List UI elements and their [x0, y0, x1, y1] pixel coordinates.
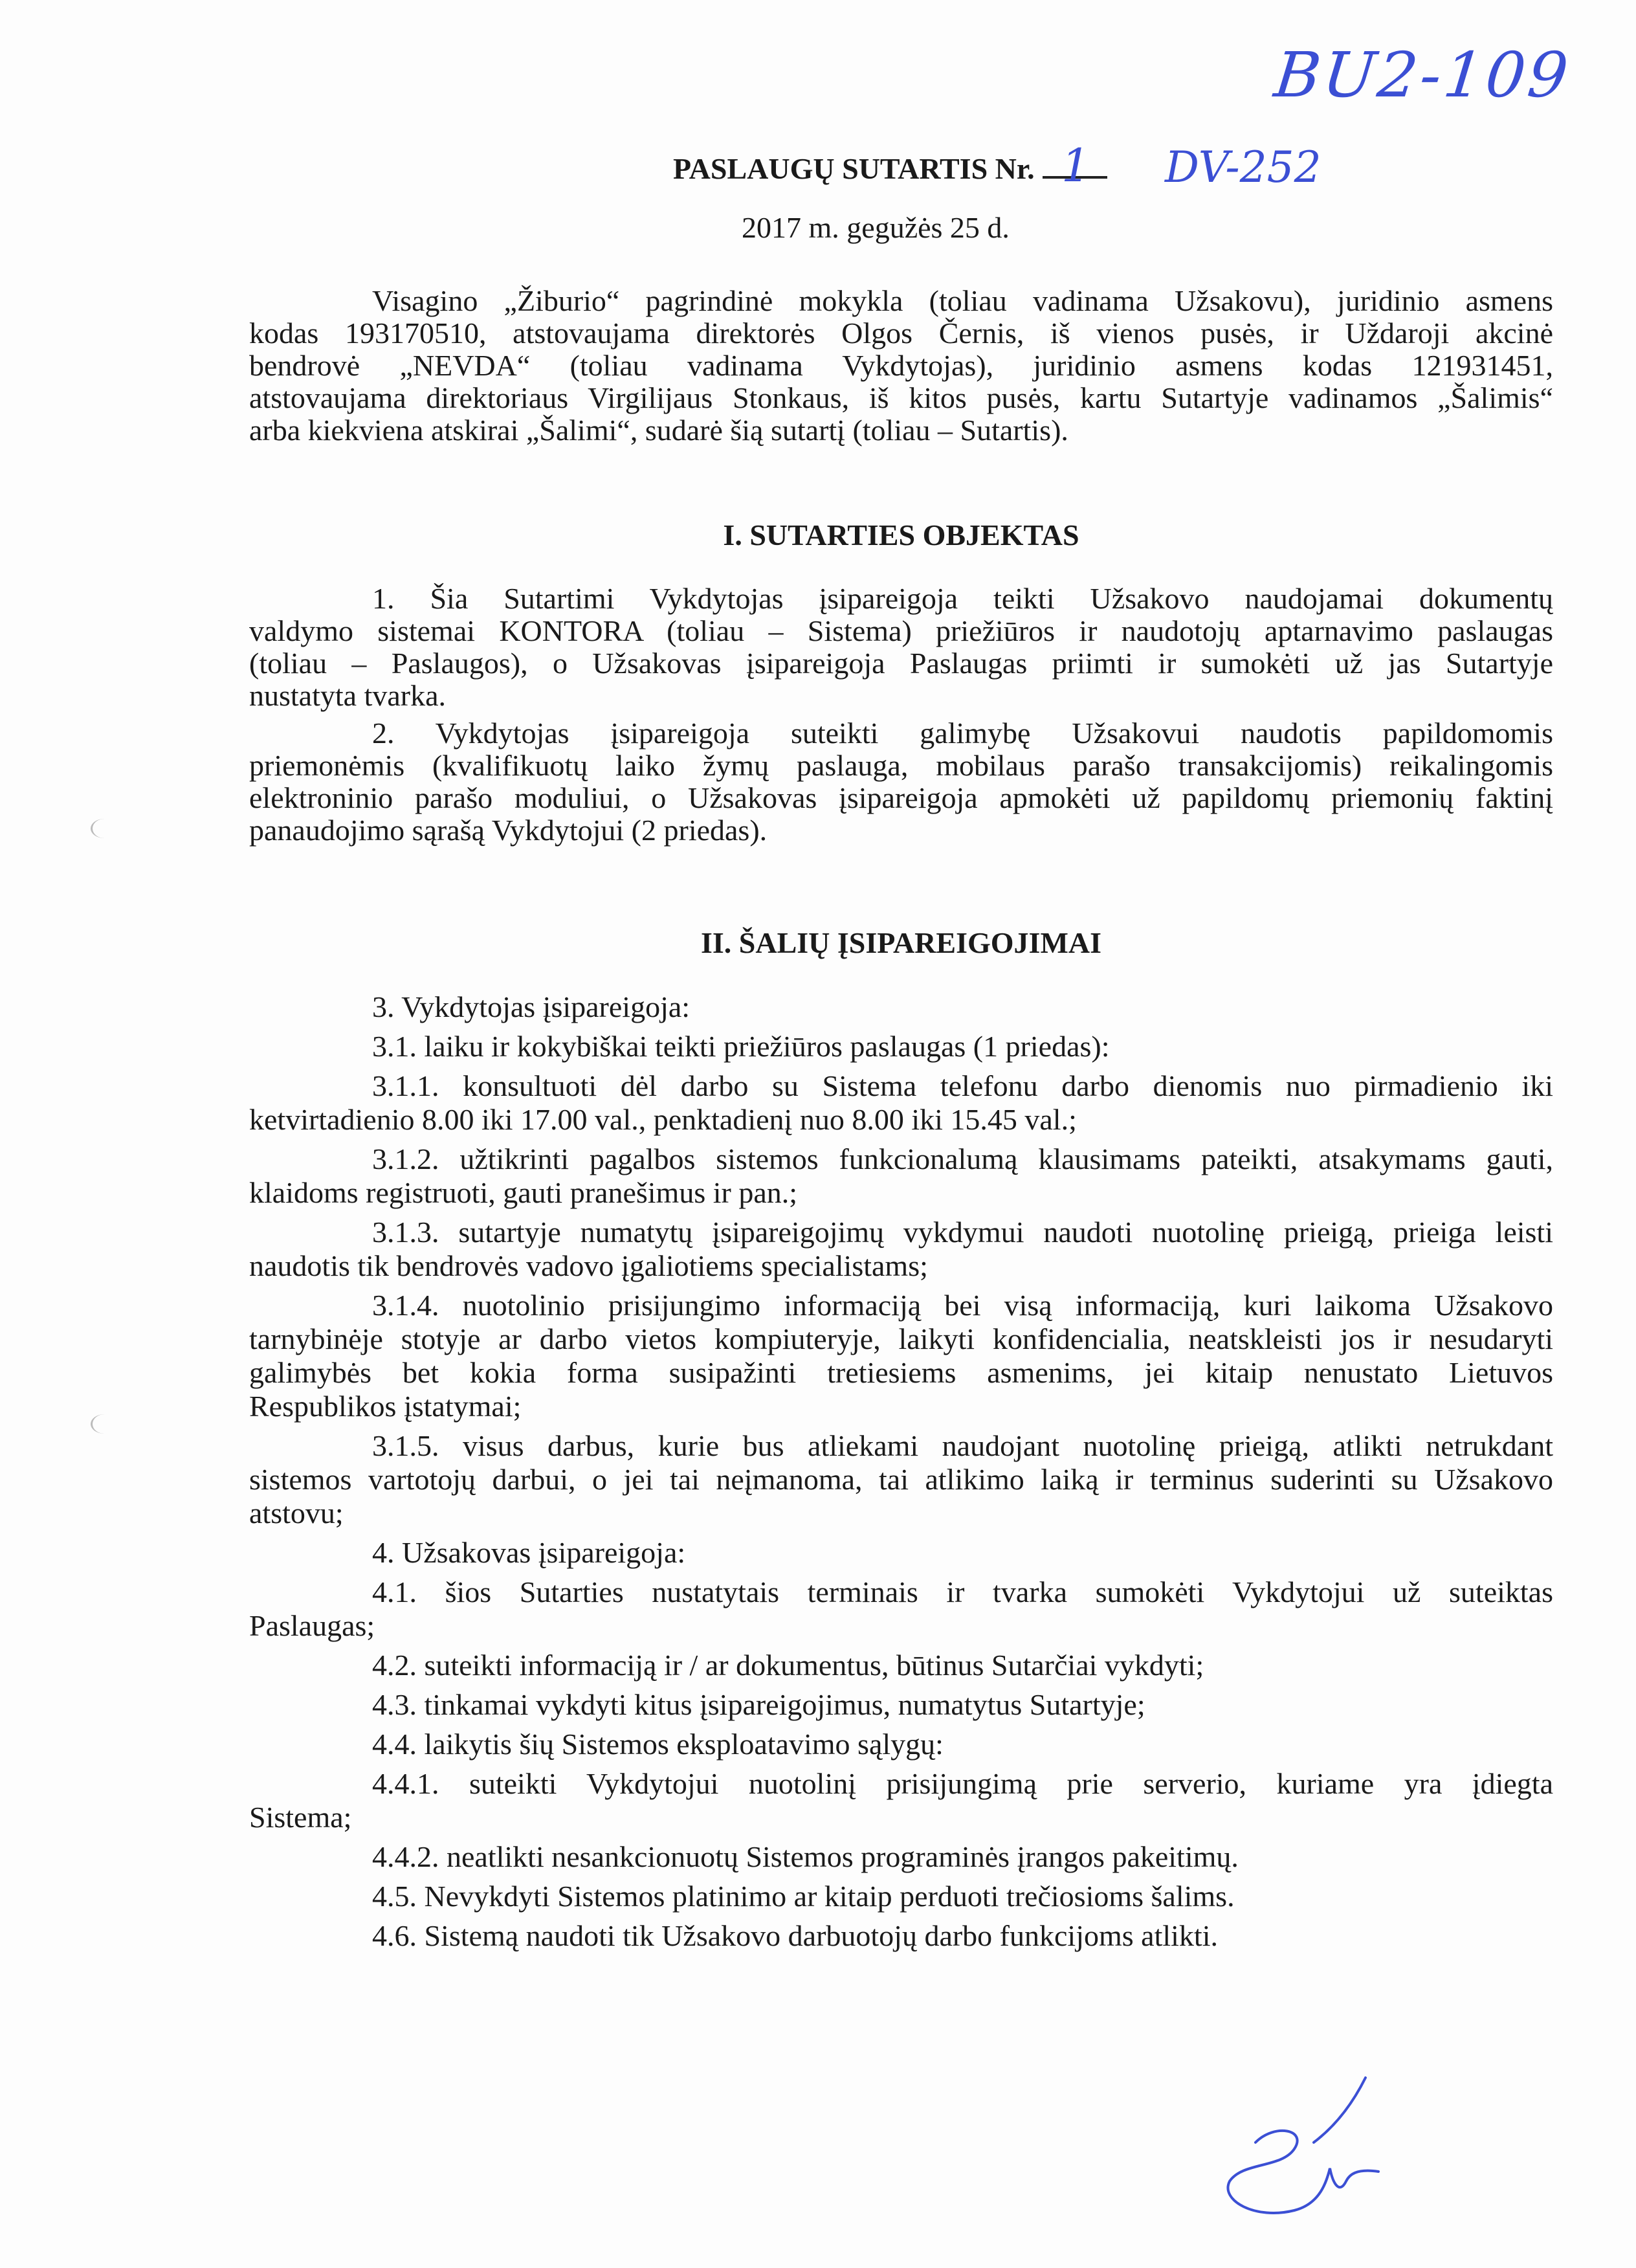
scan-hole-mark [91, 819, 118, 838]
clause-paragraph [249, 1429, 1553, 1530]
contract-title-text: PASLAUGŲ SUTARTIS Nr. [673, 152, 1035, 185]
text-line: valdymo sistemai KONTORA (toliau – Sistema) priežiūros ir naudotojų aptarnavimo paslaugas [249, 614, 1553, 647]
text-line: Paslaugas; [249, 1609, 375, 1642]
section-object-body [249, 583, 1553, 852]
text-line: 4.3. tinkamai vykdyti kitus įsipareigojimus, numatytus Sutartyje; [372, 1688, 1145, 1721]
clause-paragraph [249, 1536, 1553, 1570]
text-line: nustatyta tvarka. [249, 679, 447, 712]
text-line: 3. Vykdytojas įsipareigoja: [372, 990, 691, 1023]
signature [1217, 2071, 1424, 2227]
text-line: 4.4.1. suteikti Vykdytojui nuotolinį prisijungimą prie serverio, kuriame yra įdiegta [372, 1767, 1553, 1800]
signature-stroke [1228, 2078, 1378, 2213]
clause-paragraph [249, 1880, 1553, 1913]
text-line: galimybės bet kokia forma susipažinti tretiesiems asmenims, jei kitaip nenustato Lietuvos [249, 1356, 1553, 1389]
text-line: 4.2. suteikti informaciją ir / ar dokumentus, būtinus Sutarčiai vykdyti; [372, 1649, 1204, 1682]
text-line: 3.1.1. konsultuoti dėl darbo su Sistema telefonu darbo dienomis nuo pirmadienio iki [372, 1069, 1553, 1102]
section-heading-obligations: II. ŠALIŲ ĮSIPAREIGOJIMAI [700, 926, 1101, 959]
clause-paragraph [249, 990, 1553, 1024]
text-line: 3.1.4. nuotolinio prisijungimo informaciją bei visą informaciją, kuri laikoma Užsakovo [372, 1289, 1553, 1322]
text-line: arba kiekviena atskirai „Šalimi“, sudarė šią sutartį (toliau – Sutartis). [249, 414, 1068, 447]
handwritten-contract-suffix: DV-252 [1165, 142, 1321, 192]
text-line: 4.4.2. neatlikti nesankcionuotų Sistemos programinės įrangos pakeitimų. [372, 1840, 1239, 1873]
clause-paragraph [249, 1919, 1553, 1953]
clause-paragraph [249, 1030, 1553, 1063]
clause-paragraph [249, 1728, 1553, 1761]
text-line: Respublikos įstatymai; [249, 1390, 522, 1423]
text-line: tarnybinėje stotyje ar darbo vietos kompiuteryje, laikyti konfidencialia, neatskleisti jos ir nesudaryti [249, 1322, 1553, 1355]
text-line: 4.1. šios Sutarties nustatytais terminais ir tvarka sumokėti Vykdytojui už suteiktas [372, 1575, 1553, 1608]
text-line: atstovaujama direktoriaus Virgilijaus Stonkaus, iš kitos pusės, kartu Sutartyje vadinamos „Šalimis“ [249, 381, 1553, 414]
clause-paragraph [249, 1840, 1553, 1874]
text-line: 1. Šia Sutartimi Vykdytojas įsipareigoja teikti Užsakovo naudojamai dokumentų [372, 582, 1553, 615]
text-line: 4.5. Nevykdyti Sistemos platinimo ar kitaip perduoti trečiosioms šalims. [372, 1880, 1235, 1913]
clause-paragraph [249, 583, 1553, 712]
handwritten-registration-number: BU2-109 [1271, 39, 1575, 111]
clause-paragraph [249, 1216, 1553, 1283]
clause-paragraph [249, 1575, 1553, 1643]
clause-paragraph [249, 1142, 1553, 1210]
text-line: atstovu; [249, 1496, 344, 1529]
text-line: 2. Vykdytojas įsipareigoja suteikti galimybę Užsakovui naudotis papildomomis [372, 717, 1553, 750]
text-line: 3.1.3. sutartyje numatytų įsipareigojimų vykdymui naudoti nuotolinę prieigą, prieiga leisti [372, 1216, 1553, 1249]
text-line: 4. Užsakovas įsipareigoja: [372, 1536, 686, 1569]
clause-paragraph [249, 1767, 1553, 1834]
clause-paragraph [249, 1069, 1553, 1137]
text-line: (toliau – Paslaugos), o Užsakovas įsipareigoja Paslaugas priimti ir sumokėti už jas Sutartyje [249, 647, 1553, 680]
text-line: Visagino „Žiburio“ pagrindinė mokykla (toliau vadinama Užsakovu), juridinio asmens [372, 284, 1553, 317]
text-line: bendrovė „NEVDA“ (toliau vadinama Vykdytojas), juridinio asmens kodas 121931451, [249, 349, 1553, 382]
preamble-paragraph [249, 285, 1553, 447]
text-line: 3.1. laiku ir kokybiškai teikti priežiūros paslaugas (1 priedas): [372, 1030, 1110, 1063]
text-line: Sistema; [249, 1801, 352, 1834]
clause-paragraph [249, 1688, 1553, 1722]
section-heading-object: I. SUTARTIES OBJEKTAS [723, 518, 1079, 551]
section-obligations-body [249, 990, 1553, 1959]
text-line: naudotis tik bendrovės vadovo įgaliotiems specialistams; [249, 1249, 928, 1282]
text-line: 4.4. laikytis šių Sistemos eksploatavimo sąlygų: [372, 1728, 944, 1761]
text-line: sistemos vartotojų darbui, o jei tai neįmanoma, tai atlikimo laiką ir terminus suderinti su Užsakovo [249, 1463, 1553, 1496]
text-line: 3.1.5. visus darbus, kurie bus atliekami naudojant nuotolinę prieigą, atlikti netrukdant [372, 1429, 1553, 1462]
clause-paragraph [249, 1649, 1553, 1682]
text-line: panaudojimo sąrašą Vykdytojui (2 priedas). [249, 814, 768, 847]
text-line: elektroninio parašo moduliui, o Užsakovas įsipareigoja apmokėti už papildomų priemonių faktinį [249, 781, 1553, 814]
handwritten-contract-number: 1 [1061, 139, 1090, 192]
text-line: 4.6. Sistemą naudoti tik Užsakovo darbuotojų darbo funkcijoms atlikti. [372, 1919, 1218, 1952]
clause-paragraph [249, 1289, 1553, 1423]
text-line: 3.1.2. užtikrinti pagalbos sistemos funkcionalumą klausimams pateikti, atsakymams gauti, [372, 1142, 1553, 1175]
text-line: ketvirtadienio 8.00 iki 17.00 val., penktadienį nuo 8.00 iki 15.45 val.; [249, 1103, 1077, 1136]
scan-hole-mark [91, 1414, 118, 1434]
clause-paragraph [249, 717, 1553, 847]
contract-date: 2017 m. gegužės 25 d. [742, 211, 1010, 244]
text-line: klaidoms registruoti, gauti pranešimus ir pan.; [249, 1176, 798, 1209]
contract-title [673, 150, 1107, 186]
text-line: priemonėmis (kvalifikuotų laiko žymų paslauga, mobilaus parašo transakcijomis) reikalingomis [249, 749, 1553, 782]
text-line: kodas 193170510, atstovaujama direktorės Olgos Černis, iš vienos pusės, ir Uždaroji akcinė [249, 317, 1553, 350]
